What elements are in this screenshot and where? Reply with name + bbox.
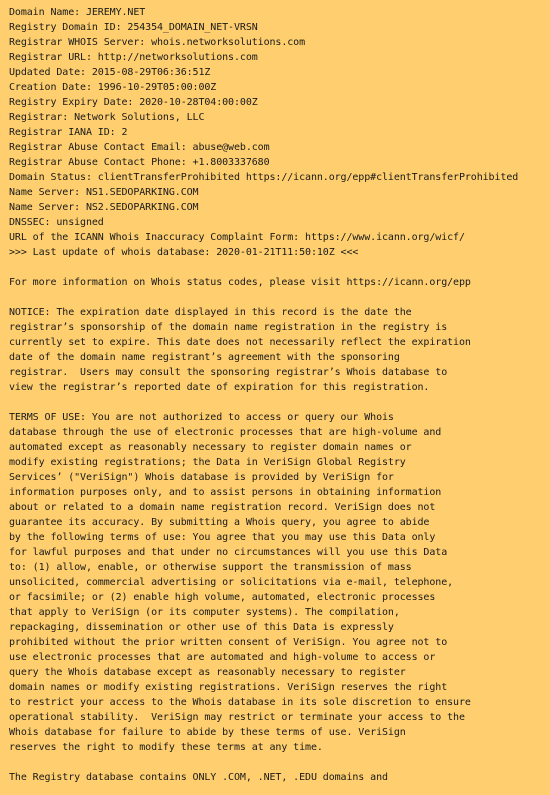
- record-line: Name Server: NS2.SEDOPARKING.COM: [9, 202, 199, 213]
- terms-line: TERMS OF USE: You are not authorized to access or query our Whois: [9, 412, 394, 423]
- notice-section: [9, 305, 549, 395]
- terms-line: or facsimile; or (2) enable high volume, automated, electronic processes: [9, 592, 436, 603]
- terms-line: guarantee its accuracy. By submitting a Whois query, you agree to abide: [9, 517, 430, 528]
- terms-line: to restrict your access to the Whois database in its sole discretion to ensure: [9, 697, 471, 708]
- terms-line: by the following terms of use: You agree that you may use this Data only: [9, 532, 436, 543]
- notice-line: view the registrar’s reported date of expiration for this registration.: [9, 382, 430, 393]
- record-line: Name Server: NS1.SEDOPARKING.COM: [9, 187, 199, 198]
- record-line: URL of the ICANN Whois Inaccuracy Complaint Form: https://www.icann.org/wicf/: [9, 232, 465, 243]
- record-line: Registrar: Network Solutions, LLC: [9, 112, 205, 123]
- terms-line: Whois database for failure to abide by these terms of use. VeriSign: [9, 727, 406, 738]
- terms-line: information purposes only, and to assist persons in obtaining information: [9, 487, 442, 498]
- notice-line: date of the domain name registrant’s agreement with the sponsoring: [9, 352, 400, 363]
- terms-line: database through the use of electronic processes that are high-volume and: [9, 427, 442, 438]
- terms-line: use electronic processes that are automated and high-volume to access or: [9, 652, 436, 663]
- blank-line: [9, 290, 549, 305]
- whois-record: [9, 5, 549, 785]
- record-line: Registry Domain ID: 254354_DOMAIN_NET-VRSN: [9, 22, 258, 33]
- record-line: >>> Last update of whois database: 2020-01-21T11:50:10Z <<<: [9, 247, 359, 258]
- notice-line: NOTICE: The expiration date displayed in this record is the date the: [9, 307, 412, 318]
- record-line: DNSSEC: unsigned: [9, 217, 104, 228]
- terms-line: to: (1) allow, enable, or otherwise support the transmission of mass: [9, 562, 412, 573]
- terms-line: repackaging, dissemination or other use of this Data is expressly: [9, 622, 394, 633]
- notice-line: registrar. Users may consult the sponsoring registrar’s Whois database to: [9, 367, 448, 378]
- terms-line: that apply to VeriSign (or its computer systems). The compilation,: [9, 607, 400, 618]
- registry-note-section: [9, 770, 549, 785]
- record-line: Registrar IANA ID: 2: [9, 127, 128, 138]
- notice-line: registrar’s sponsorship of the domain name registration in the registry is: [9, 322, 448, 333]
- terms-line: Services’ ("VeriSign") Whois database is provided by VeriSign for: [9, 472, 394, 483]
- registry-note-line: The Registry database contains ONLY .COM, .NET, .EDU domains and: [9, 772, 388, 783]
- terms-line: about or related to a domain name registration record. VeriSign does not: [9, 502, 436, 513]
- blank-line: [9, 260, 549, 275]
- terms-line: for lawful purposes and that under no circumstances will you use this Data: [9, 547, 448, 558]
- record-line: Updated Date: 2015-08-29T06:36:51Z: [9, 67, 211, 78]
- terms-line: automated except as reasonably necessary to register domain names or: [9, 442, 412, 453]
- record-line: Creation Date: 1996-10-29T05:00:00Z: [9, 82, 217, 93]
- blank-line: [9, 395, 549, 410]
- terms-line: query the Whois database except as reasonably necessary to register: [9, 667, 406, 678]
- whois-record-fields: [9, 5, 549, 260]
- record-line: Registrar WHOIS Server: whois.networksolutions.com: [9, 37, 306, 48]
- terms-of-use-section: [9, 410, 549, 755]
- terms-line: domain names or modify existing registrations. VeriSign reserves the right: [9, 682, 448, 693]
- record-line: Registry Expiry Date: 2020-10-28T04:00:00Z: [9, 97, 258, 108]
- terms-line: unsolicited, commercial advertising or solicitations via e-mail, telephone,: [9, 577, 454, 588]
- status-info-section: [9, 275, 549, 290]
- terms-line: operational stability. VeriSign may restrict or terminate your access to the: [9, 712, 465, 723]
- record-line: Domain Status: clientTransferProhibited https://icann.org/epp#clientTransferProhibited: [9, 172, 519, 183]
- notice-line: currently set to expire. This date does not necessarily reflect the expiration: [9, 337, 471, 348]
- record-line: Registrar Abuse Contact Phone: +1.8003337680: [9, 157, 270, 168]
- blank-line: [9, 755, 549, 770]
- terms-line: reserves the right to modify these terms at any time.: [9, 742, 323, 753]
- terms-line: modify existing registrations; the Data in VeriSign Global Registry: [9, 457, 406, 468]
- status-info-line: For more information on Whois status codes, please visit https://icann.org/epp: [9, 277, 471, 288]
- record-line: Domain Name: JEREMY.NET: [9, 7, 146, 18]
- record-line: Registrar Abuse Contact Email: abuse@web.com: [9, 142, 270, 153]
- terms-line: prohibited without the prior written consent of VeriSign. You agree not to: [9, 637, 448, 648]
- record-line: Registrar URL: http://networksolutions.com: [9, 52, 258, 63]
